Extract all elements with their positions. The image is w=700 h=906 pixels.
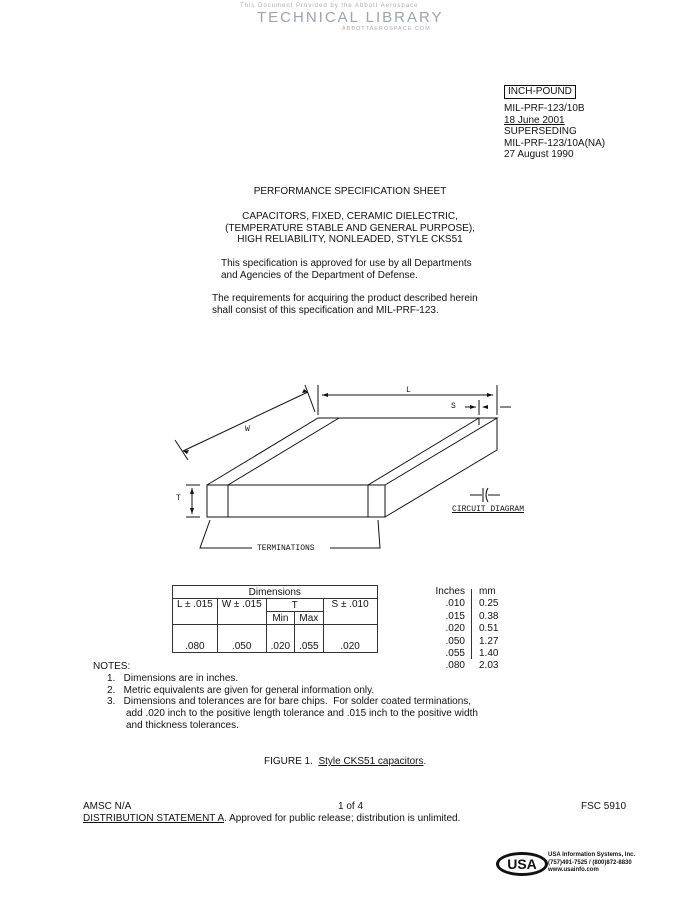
title-line: HIGH RELIABILITY, NONLEADED, STYLE CKS51 (237, 234, 463, 245)
note-item-cont: and thickness tolerances. (126, 719, 239, 731)
figure-caption (264, 756, 426, 767)
mm-value: 1.27 (479, 635, 499, 647)
capacitor-symbol (470, 488, 500, 502)
chip-side-face (385, 418, 497, 517)
label-T: T (176, 494, 181, 503)
usa-info (548, 852, 635, 875)
figure-suffix: . (423, 756, 427, 767)
inch-value: .055 (445, 648, 465, 660)
label-W: W (245, 425, 250, 434)
dim-W (175, 385, 315, 460)
usa-phone: (757)491-7525 / (800)872-8830 (548, 859, 632, 866)
requirements-line: The requirements for acquiring the product described herein (212, 293, 478, 304)
approval-line: This specification is approved for use by all Departments (221, 258, 472, 269)
note-item-cont: add .020 inch to the positive length tolerance and .015 inch to the positive width (126, 708, 478, 720)
inch-value: .015 (445, 610, 465, 622)
chip-front-face (207, 485, 385, 517)
note-item: 1. Dimensions are in inches. (107, 672, 239, 684)
distribution-statement (83, 813, 460, 824)
label-L: L (406, 386, 411, 395)
approval-line: and Agencies of the Department of Defense. (221, 269, 418, 281)
doc-date: 18 June 2001 (504, 114, 565, 126)
figure-prefix: FIGURE 1. (264, 756, 319, 767)
superseded-id: MIL-PRF-123/10A(NA) (504, 137, 606, 149)
terminations-label: TERMINATIONS (257, 544, 315, 553)
dimensions-table (172, 585, 378, 653)
figure-title: Style CKS51 capacitors (318, 756, 424, 767)
notes-title: NOTES: (93, 661, 131, 672)
inch-pound-box: INCH-POUND (504, 85, 576, 99)
page-number: 1 of 4 (338, 801, 364, 812)
inch-value: .080 (445, 660, 465, 672)
sheet-title: PERFORMANCE SPECIFICATION SHEET (253, 186, 447, 197)
col-S: S ± .010 (323, 599, 377, 625)
mm-value: 1.40 (479, 648, 499, 660)
usa-name: USA Information Systems, Inc. (548, 852, 636, 858)
termination-lines (228, 418, 479, 517)
distribution-label: DISTRIBUTION STATEMENT A (83, 813, 225, 824)
value-W: .050 (217, 625, 266, 653)
watermark-url: ABBOTTAEROSPACE.COM (342, 26, 431, 32)
value-S: .020 (323, 625, 377, 653)
mm-value: 2.03 (479, 660, 499, 672)
value-T-max: .055 (295, 625, 323, 653)
mm-value: 0.25 (479, 598, 499, 610)
inch-value: .020 (445, 623, 465, 635)
doc-id: MIL-PRF-123/10B (504, 103, 585, 114)
title-line: CAPACITORS, FIXED, CERAMIC DIELECTRIC, (242, 211, 458, 222)
superseding: SUPERSEDING (504, 126, 577, 137)
conversion-table (430, 586, 519, 673)
mm-header: mm (479, 586, 496, 597)
col-T: T (266, 599, 323, 612)
title-line: (TEMPERATURE STABLE AND GENERAL PURPOSE), (225, 222, 475, 234)
inches-header: Inches (435, 586, 465, 597)
inch-value: .010 (445, 598, 465, 610)
distribution-text: . Approved for public release; distribution is unlimited. (224, 813, 461, 824)
col-T-min: Min (266, 612, 294, 625)
dim-T (186, 485, 200, 517)
notes (93, 661, 478, 732)
watermark-line1: This Document Provided by the Abbott Aerospace (240, 3, 419, 9)
usa-web: www.usainfo.com (548, 867, 599, 873)
col-W: W ± .015 (217, 599, 266, 625)
chip-top-face (207, 418, 497, 485)
circuit-diagram-label: CIRCUIT DIAGRAM (452, 505, 525, 514)
fsc: FSC 5910 (581, 801, 627, 812)
superseded-date: 27 August 1990 (504, 149, 574, 160)
col-L: L ± .015 (173, 599, 218, 625)
value-T-min: .020 (266, 625, 294, 653)
usa-logo: USA (496, 852, 548, 876)
dimensions-title: Dimensions (173, 586, 378, 599)
label-S: S (451, 402, 456, 411)
watermark-title: TECHNICAL LIBRARY (257, 9, 444, 26)
requirements-line: shall consist of this specification and MIL-PRF-123. (212, 304, 439, 316)
mm-value: 0.38 (479, 610, 499, 622)
amsc: AMSC N/A (83, 801, 132, 812)
note-item: 3. Dimensions and tolerances are for bare chips. For solder coated terminations, (107, 696, 472, 708)
inch-value: .050 (445, 635, 465, 647)
col-T-max: Max (295, 612, 323, 625)
note-item: 2. Metric equivalents are given for general information only. (107, 684, 375, 696)
mm-value: 0.51 (479, 623, 499, 635)
value-L: .080 (173, 625, 218, 653)
